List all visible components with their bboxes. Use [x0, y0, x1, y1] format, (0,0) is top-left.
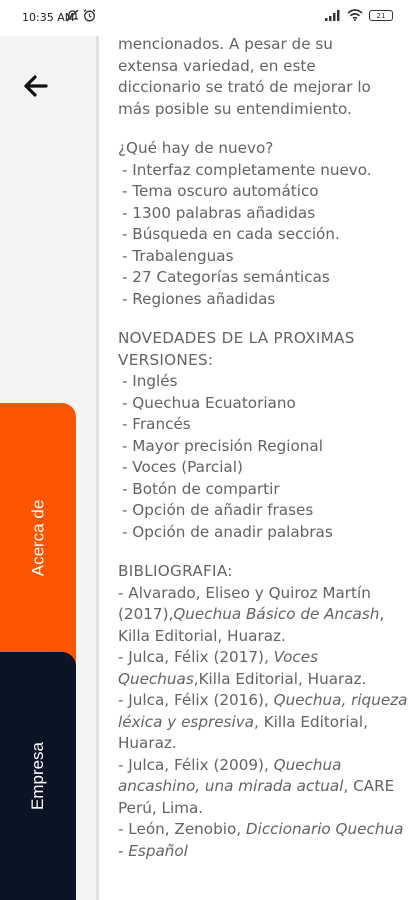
status-time: 10:35 AM: [22, 11, 75, 24]
tab-acerca-de[interactable]: [0, 403, 76, 673]
whats-new-title: ¿Qué hay de nuevo?: [118, 139, 274, 157]
list-item: - Mayor precisión Regional: [122, 436, 323, 455]
list-item: - Trabalenguas: [122, 246, 234, 265]
back-button[interactable]: [20, 70, 52, 102]
list-item: - Regiones añadidas: [122, 289, 276, 308]
status-bar: [0, 0, 415, 36]
list-item: - Botón de compartir: [122, 479, 280, 498]
bibliography-title: BIBLIOGRAFIA:: [118, 562, 233, 580]
wifi-icon: [347, 9, 363, 21]
next-versions-title: NOVEDADES DE LA PROXIMAS VERSIONES:: [118, 329, 355, 369]
about-content[interactable]: [118, 34, 408, 862]
list-item: - 27 Categorías semánticas: [122, 268, 330, 286]
intro-paragraph: mencionados. A pesar de su extensa variedad, en este diccionario se trató de mejorar lo más posible su entendimiento.: [118, 35, 371, 118]
bibliography-entry: - Julca, Félix (2017), Voces Quechuas,Killa Editorial, Huaraz.: [118, 648, 367, 688]
back-arrow-icon: [20, 70, 52, 102]
list-item: - Francés: [122, 415, 191, 433]
list-item: - Quechua Ecuatoriano: [122, 393, 296, 412]
list-item: - Voces (Parcial): [122, 458, 243, 476]
bibliography-entry: - Julca, Félix (2016), Quechua, riqueza léxica y espresiva, Killa Editorial, Huaraz.: [118, 691, 408, 752]
list-item: - Interfaz completamente nuevo.: [122, 160, 372, 179]
notification-muted-icon: [66, 9, 79, 22]
signal-icon: [325, 9, 341, 21]
bibliography-list: [118, 583, 408, 863]
next-versions-list: [118, 371, 408, 543]
list-item: - Opción de añadir frases: [122, 501, 314, 519]
list-item: - 1300 palabras añadidas: [122, 203, 316, 222]
content-divider: [96, 36, 99, 900]
tab-empresa-label: Empresa: [28, 741, 47, 811]
tab-empresa[interactable]: [0, 652, 76, 900]
bibliography-entry: - Julca, Félix (2009), Quechua ancashino, una mirada actual, CARE Perú, Lima.: [118, 755, 395, 817]
bibliography-entry: - León, Zenobio, Diccionario Quechua - Español: [118, 820, 404, 860]
bibliography-entry: - Alvarado, Eliseo y Quiroz Martín (2017),Quechua Básico de Ancash, Killa Editorial, Huaraz.: [118, 583, 385, 645]
list-item: - Búsqueda en cada sección.: [122, 225, 340, 243]
list-item: - Opción de anadir palabras: [122, 522, 333, 541]
tab-acerca-de-label: Acerca de: [28, 499, 48, 577]
alarm-icon: [83, 9, 96, 22]
whats-new-list: [118, 160, 408, 311]
list-item: - Tema oscuro automático: [122, 182, 319, 200]
list-item: - Inglés: [122, 372, 178, 390]
battery-icon: 21: [369, 10, 393, 21]
